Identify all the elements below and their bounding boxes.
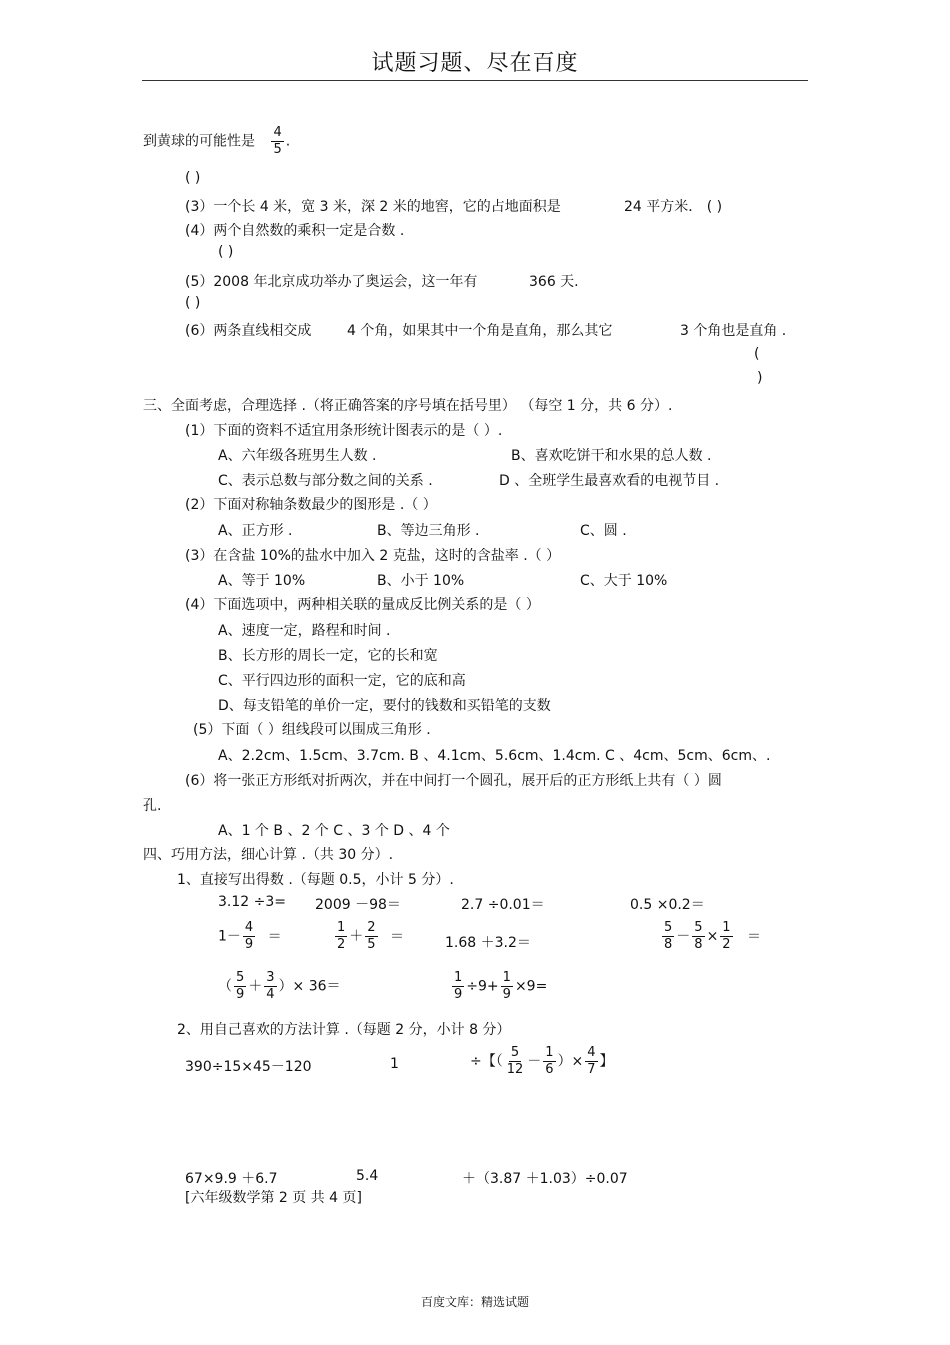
numerator: 5 [664, 920, 673, 935]
denominator: 8 [694, 937, 703, 952]
calc-ninth-expression [450, 970, 547, 1003]
answer-bracket-1: ( ) [185, 170, 201, 186]
text: 】 [599, 1053, 614, 1070]
denominator: 9 [244, 937, 254, 952]
denominator: 12 [506, 1062, 524, 1077]
text: × [706, 928, 719, 945]
fraction-1-6 [543, 1045, 555, 1078]
calc-1-68-plus-3-2: 1.68 ＋3.2＝ [445, 935, 531, 951]
bracket-open: ( [754, 346, 760, 362]
text: ÷【（ [470, 1053, 503, 1070]
statement-4: (4）两个自然数的乘积一定是合数 . [185, 223, 405, 239]
denominator: 9 [502, 987, 511, 1002]
option-3b: B、小于 10% [377, 573, 465, 589]
text: ＋ [349, 928, 364, 945]
text: ）× 36＝ [278, 978, 341, 995]
expression-2 [470, 1045, 614, 1078]
statement-5-part-b: 366 天. [529, 274, 579, 290]
option-4b: B、长方形的周长一定，它的长和宽 [218, 648, 438, 664]
numerator: 1 [337, 920, 346, 935]
text: 到黄球的可能性是 [143, 133, 255, 150]
question-1: (1）下面的资料不适宜用条形统计图表示的是（ ）. [185, 423, 503, 439]
statement-6-part-c: 3 个角也是直角 . [680, 323, 787, 339]
denominator: 4 [266, 987, 275, 1002]
line-probability [143, 125, 290, 158]
calc-1: 3.12 ÷3= [218, 894, 286, 910]
numerator: 2 [367, 920, 376, 935]
option-1d: D 、全班学生最喜欢看的电视节目 . [499, 473, 720, 489]
numerator: 5 [694, 920, 703, 935]
text: ）× [557, 1053, 584, 1070]
answer-bracket-4: ( ) [218, 244, 234, 260]
denominator: 5 [367, 937, 376, 952]
statement-3-part-a: (3）一个长 4 米，宽 3 米，深 2 米的地窖，它的占地面积是 [185, 199, 561, 215]
fraction-5-12 [505, 1045, 526, 1078]
fraction-1-2-b [720, 920, 732, 953]
option-1b: B、喜欢吃饼干和水果的总人数 . [511, 448, 712, 464]
option-1c: C、表示总数与部分数之间的关系 . [218, 473, 433, 489]
option-2c: C、圆 . [580, 523, 627, 539]
page-header-title: 试题习题、尽在百度 [371, 51, 579, 76]
question-4: (4）下面选项中，两种相关联的量成反比例关系的是（ ） [185, 597, 540, 613]
fraction-2-5 [365, 920, 377, 953]
numerator: 4 [273, 125, 282, 140]
numerator: 5 [236, 970, 245, 985]
expression-2-lead: 1 [390, 1056, 399, 1072]
text: ÷9+ [466, 978, 499, 995]
part-2-title: 2、用自己喜欢的方法计算 .（每题 2 分，小计 8 分） [177, 1022, 511, 1038]
fraction-5-9 [234, 970, 246, 1003]
option-2b: B、等边三角形 . [377, 523, 480, 539]
text: ＋ [248, 978, 263, 995]
calc-4: 0.5 ×0.2＝ [630, 897, 705, 913]
question-5: (5）下面（ ）组线段可以围成三角形 . [193, 722, 431, 738]
calc-5-8-minus [660, 920, 761, 953]
numerator: 3 [266, 970, 275, 985]
option-2a: A、正方形 . [218, 523, 293, 539]
option-3a: A、等于 10% [218, 573, 306, 589]
calc-2: 2009 －98＝ [315, 897, 401, 913]
option-4a: A、速度一定，路程和时间 . [218, 623, 391, 639]
page-note: [六年级数学第 2 页 共 4 页] [185, 1190, 362, 1206]
expression-1: 390÷15×45－120 [185, 1059, 312, 1075]
expression-4: ＋（3.87 ＋1.03）÷0.07 [462, 1171, 628, 1187]
fraction-4-9 [243, 920, 255, 953]
fraction-1-2 [335, 920, 347, 953]
statement-5-part-a: (5）2008 年北京成功举办了奥运会，这一年有 [185, 274, 478, 290]
question-2: (2）下面对称轴条数最少的图形是 .（ ） [185, 497, 437, 513]
text: ＝ [390, 928, 405, 945]
denominator: 2 [337, 937, 346, 952]
denominator: 2 [722, 937, 731, 952]
denominator: 7 [587, 1062, 596, 1077]
denominator: 9 [236, 987, 245, 1002]
question-6: (6）将一张正方形纸对折两次，并在中间打一个圆孔，展开后的正方形纸上共有（ ）圆 [185, 773, 722, 789]
denominator: 8 [664, 937, 673, 952]
fraction-5-8-b [692, 920, 704, 953]
text: 1－ [218, 928, 241, 945]
fraction-4-7 [585, 1045, 597, 1078]
answer-bracket-5: ( ) [185, 295, 201, 311]
fraction-1-9 [452, 970, 464, 1003]
numerator: 1 [722, 920, 731, 935]
numerator: 4 [244, 920, 254, 935]
numerator: 4 [587, 1045, 596, 1060]
calc-half-plus-2-5 [333, 920, 404, 953]
denominator: 9 [454, 987, 463, 1002]
question-6-cont: 孔. [143, 798, 162, 814]
statement-3-part-b: 24 平方米． ( ) [624, 199, 723, 215]
expression-3: 67×9.9 ＋6.7 [185, 1171, 278, 1187]
statement-6-part-b: 4 个角，如果其中一个角是直角，那么其它 [347, 323, 613, 339]
options-6: A、1 个 B 、2 个 C 、3 个 D 、4 个 [218, 823, 450, 839]
question-3: (3）在含盐 10%的盐水中加入 2 克盐，这时的含盐率 .（ ） [185, 548, 561, 564]
header-divider [142, 80, 808, 81]
option-1a: A、六年级各班男生人数 . [218, 448, 377, 464]
numerator: 1 [545, 1045, 554, 1060]
option-4d: D、每支铅笔的单价一定，要付的钱数和买铅笔的支数 [218, 698, 551, 714]
text: ×9= [514, 978, 548, 995]
fraction-5-8 [662, 920, 674, 953]
footer-text: 百度文库：精选试题 [420, 1295, 529, 1309]
text: ＝ [267, 928, 282, 945]
calc-one-minus-4-9 [218, 920, 282, 953]
text: － [676, 928, 691, 945]
fraction-4-5 [271, 125, 283, 158]
options-5: A、2.2cm、1.5cm、3.7cm. B 、4.1cm、5.6cm、1.4cm. C 、4cm、5cm、6cm、. [218, 748, 771, 764]
option-3c: C、大于 10% [580, 573, 668, 589]
numerator: 5 [510, 1045, 520, 1060]
calc-paren-times-36 [218, 970, 341, 1003]
section-4-title: 四、巧用方法，细心计算 .（共 30 分）. [143, 847, 394, 863]
fraction-3-4 [264, 970, 276, 1003]
denominator: 5 [273, 142, 282, 157]
bracket-close: ) [757, 370, 763, 386]
expression-4-lead: 5.4 [356, 1168, 379, 1184]
numerator: 1 [502, 970, 511, 985]
fraction-1-9-b [501, 970, 513, 1003]
text: . [285, 133, 291, 150]
section-3-title: 三、全面考虑，合理选择 .（将正确答案的序号填在括号里） （每空 1 分，共 6 分）. [143, 398, 673, 414]
part-1-title: 1、直接写出得数 .（每题 0.5，小计 5 分）. [177, 872, 454, 888]
denominator: 6 [545, 1062, 554, 1077]
text: － [527, 1053, 542, 1070]
text: ＝ [747, 928, 762, 945]
calc-3: 2.7 ÷0.01＝ [461, 897, 545, 913]
option-4c: C、平行四边形的面积一定，它的底和高 [218, 673, 466, 689]
numerator: 1 [454, 970, 463, 985]
text: （ [218, 978, 232, 995]
statement-6-part-a: (6）两条直线相交成 [185, 323, 312, 339]
